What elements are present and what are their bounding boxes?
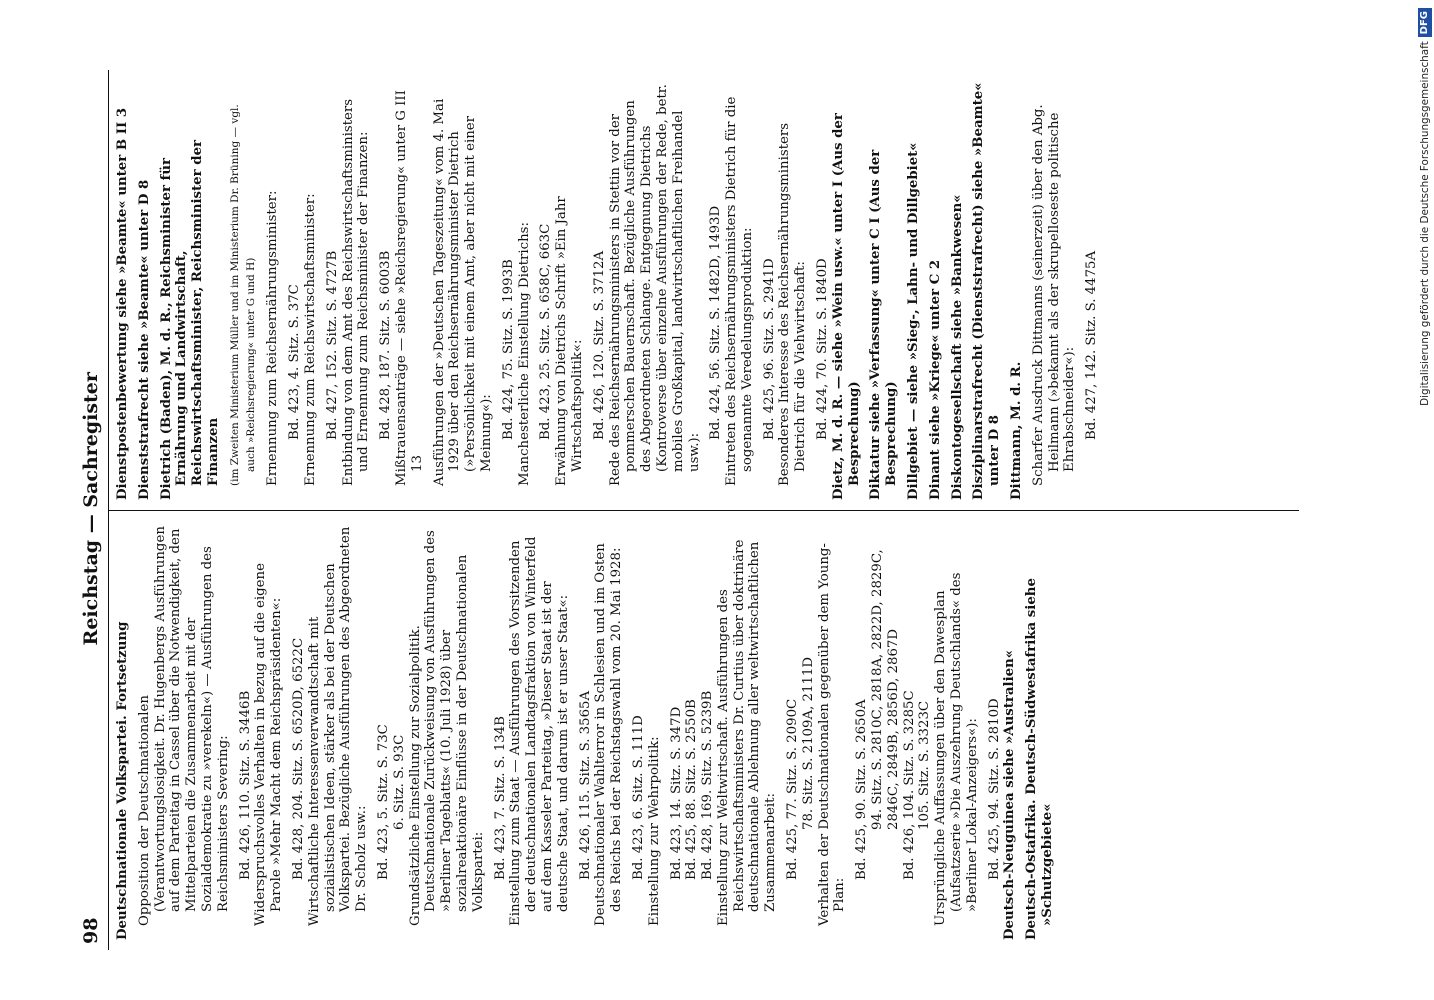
page-header [80, 70, 109, 950]
index-subentry: Einstellung zur Wehrpolitik: [646, 736, 662, 926]
index-entry-heading: Dittmann, M. d. R. [1009, 361, 1025, 500]
index-entry-heading: Deutsch-Neuguinea siehe »Australien« [1002, 649, 1018, 940]
index-reference: Bd. 425, 88. Sitz. S. 2550B [684, 699, 700, 880]
index-entry-heading: Dienstpostenbewertung siehe »Beamte« unter B II 3 [115, 107, 130, 500]
index-entry-heading: Dietrich (Baden), M. d. R., Reichsminister für Ernährung und Landwirtschaft, Reichswirtschaftsminister, Reichsminister der Finanzen [158, 139, 221, 500]
index-reference: 105. Sitz. S. 3323C [917, 700, 933, 830]
index-subentry: Scharfer Ausdruck Dittmanns (seinerzeit) über den Abg. Heilmann (»bekannt als der skrupelloseste politische Ehrabschneider«): [1030, 104, 1078, 486]
index-reference: Bd. 428, 169. Sitz. S. 5239B [700, 690, 716, 880]
index-subentry: Einstellung zum Staat — Ausführungen des Vorsitzenden der deutschnationalen Landtagsfraktion von Winterfeld auf dem Kasseler Parteitag, »Dieser Staat ist der deutsche Staat, und darum ist er unser Staat«: [508, 536, 571, 926]
index-subentry: Grundsätzliche Einstellung zur Sozialpolitik. Deutschnationale Zurückweisung von Ausführungen des »Berliner Tageblatts« (10. Juli 1928) über sozialreaktionäre Einflüsse in der Deutschnationalen Volkspartei: [407, 530, 486, 926]
index-reference: Bd. 424, 70. Sitz. S. 1840D [815, 258, 831, 440]
index-reference: Bd. 425, 94. Sitz. S. 2810D [986, 698, 1002, 880]
index-entry-heading: Dietz, M. d. R. — siehe »Wein usw.« unter I (Aus der Besprechung) [830, 113, 862, 500]
index-reference: Bd. 425, 96. Sitz. S. 2941D [761, 258, 777, 440]
index-subentry: Einstellung zur Weltwirtschaft. Ausführungen des Reichswirtschaftsministers Dr. Curtius über doktrinäre deutschnationale Ablehnung aller weltwirtschaftlichen Zusammenarbeit: [715, 539, 779, 926]
index-entry-heading: Deutschnationale Volkspartei. Fortsetzung [115, 621, 130, 940]
index-reference: Bd. 423, 7. Sitz. S. 134B [492, 716, 508, 880]
index-subentry: Ursprüngliche Auffassungen über den Dawesplan (Aufsatzserie »Die Auszehrung Deutschlands« des »Berliner Lokal-Anzeigers«): [933, 572, 980, 926]
index-reference: Bd. 424, 56. Sitz. S. 1482D, 1493D [708, 205, 724, 440]
index-subentry: Manchesterliche Einstellung Dietrichs: [516, 222, 532, 486]
index-reference: Bd. 427, 142. Sitz. S. 4475A [1084, 250, 1100, 440]
index-subentry: Rede des Reichsernährungsministers in Stettin vor der pommerschen Bauernschaft. Bezügliche Ausführungen des Abgeordneten Schlange. Entgegnung Dietrichs (Kontroverse über einzelne Ausführungen der Rede, betr. mobiles Großkapital, landwirtschaftlichen Freihandel usw.): [607, 84, 702, 486]
funding-note [1410, 8, 1432, 993]
index-reference: Bd. 423, 25. Sitz. S. 658C, 663C [538, 223, 554, 440]
index-subentry: Ernennung zum Reichswirtschaftsminister: [302, 193, 318, 486]
index-reference: Bd. 426, 120. Sitz. S. 3712A [591, 250, 607, 440]
index-entry-heading: Dienststrafrecht siehe »Beamte« unter D 8 [136, 179, 152, 500]
index-subentry: (im Zweiten Ministerium Müller und im Ministerium Dr. Brüning — vgl. auch »Reichsregierung« unter G und H) [228, 104, 257, 486]
index-reference: Bd. 423, 14. Sitz. S. 347D [668, 706, 684, 880]
index-reference: Bd. 427, 152. Sitz. S. 4727B [324, 250, 340, 440]
index-entry-heading: Diktatur siehe »Verfassung« unter C I (Aus der Besprechung) [868, 149, 900, 500]
index-reference: Bd. 424, 75. Sitz. S. 1993B [500, 259, 516, 440]
index-entry-heading: Dillgebiet — siehe »Sieg-, Lahn- und Dillgebiet« [906, 142, 922, 500]
index-subentry: Deutschnationaler Wahlterror in Schlesien und im Osten des Reichs bei der Reichstagswahl vom 20. Mai 1928: [593, 543, 625, 926]
index-reference: Bd. 428, 204. Sitz. S. 6520D, 6522C [290, 637, 306, 880]
index-entry-heading: Deutsch-Ostafrika. Deutsch-Südwestafrika siehe »Schutzgebiete« [1024, 578, 1056, 940]
index-reference: Bd. 428, 187. Sitz. S. 6003B [378, 250, 394, 440]
index-reference: Bd. 425, 90. Sitz. S. 2650A [854, 699, 870, 880]
index-subentry: Ausführungen der »Deutschen Tageszeitung« vom 4. Mai 1929 über den Reichsernährungsminister Dietrich (»Persönlichkeit mit einem Amt, aber nicht mit einer Meinung«): [431, 98, 494, 486]
dfg-logo: DFG [1418, 8, 1432, 37]
index-subentry: Verhalten der Deutschnationalen gegenüber dem Young-Plan: [816, 543, 848, 926]
index-reference: Bd. 423, 4. Sitz. S. 37C [287, 284, 303, 440]
index-subentry: Entbindung von dem Amt des Reichswirtschaftsministers und Ernennung zum Reichsminister der Finanzen: [340, 98, 372, 486]
index-reference: Bd. 426, 115. Sitz. S. 3565A [577, 690, 593, 880]
index-reference: Bd. 426, 104. Sitz. S. 3285C [901, 690, 917, 880]
right-column [109, 70, 1299, 510]
index-reference: 94. Sitz. S. 2810C, 2818A, 2822D, 2829C, 2846C, 2849B, 2856D, 2867D [870, 549, 901, 830]
index-subentry: Mißtrauensanträge — siehe »Reichsregierung« unter G III 13 [393, 90, 425, 486]
index-reference: Bd. 423, 5. Sitz. S. 73C [375, 724, 391, 880]
index-reference: 78. Sitz. S. 2109A, 2111D [800, 656, 816, 830]
index-entry-heading: Disziplinarstrafrecht (Dienststrafrecht) siehe »Beamte« unter D 8 [971, 82, 1003, 500]
index-subentry: Wirtschaftliche Interessenverwandtschaft mit sozialistischen Ideen, stärker als bei der Deutschen Volkspartei. Bezügliche Ausführungen des Abgeordneten Dr. Scholz usw.: [306, 526, 370, 926]
index-subentry: Widerspruchsvolles Verhalten in bezug auf die eigene Parole »Mehr Macht dem Reichspräsidenten«: [253, 563, 285, 926]
index-reference: 6. Sitz. S. 93C [391, 734, 407, 830]
index-subentry: Besonderes Interesse des Reichsernährungsministers Dietrich für die Viehwirtschaft: [777, 122, 809, 486]
index-subentry: Erwähnung von Dietrichs Schrift »Ein Jahr Wirtschaftspolitik«: [554, 196, 585, 486]
funding-text: Digitalisierung gefördert durch die Deutsche Forschungsgemeinschaft [1419, 41, 1431, 406]
index-reference: Bd. 426, 110. Sitz. S. 3446B [237, 690, 253, 880]
index-entry-heading: Diskontogesellschaft siehe »Bankwesen« [949, 194, 965, 500]
scanned-page [70, 50, 1320, 970]
index-entry-heading: Dinant siehe »Kriege« unter C 2 [927, 259, 943, 500]
index-reference: Bd. 425, 77. Sitz. S. 2090C [785, 698, 801, 880]
left-column [109, 510, 1299, 950]
page-title: Reichstag — Sachregister [80, 372, 102, 646]
index-subentry: Ernennung zum Reichsernährungsminister: [265, 190, 281, 486]
page-number: 98 [80, 917, 102, 944]
index-subentry: Eintreten des Reichsernährungsministers Dietrich für die sogenannte Veredelungsproduktion: [724, 96, 755, 486]
index-reference: Bd. 423, 6. Sitz. S. 111D [630, 715, 646, 880]
rotated-content [80, 70, 1310, 950]
index-subentry: Opposition der Deutschnationalen (Verantwortungslosigkeit. Dr. Hugenbergs Ausführungen auf dem Parteitag in Cassel über die Notwendigkeit, den Mittelparteien die Zusammenarbeit mit der Sozialdemokratie zu »verekeln«) — Ausführungen des Reichsministers Severing: [136, 526, 231, 926]
